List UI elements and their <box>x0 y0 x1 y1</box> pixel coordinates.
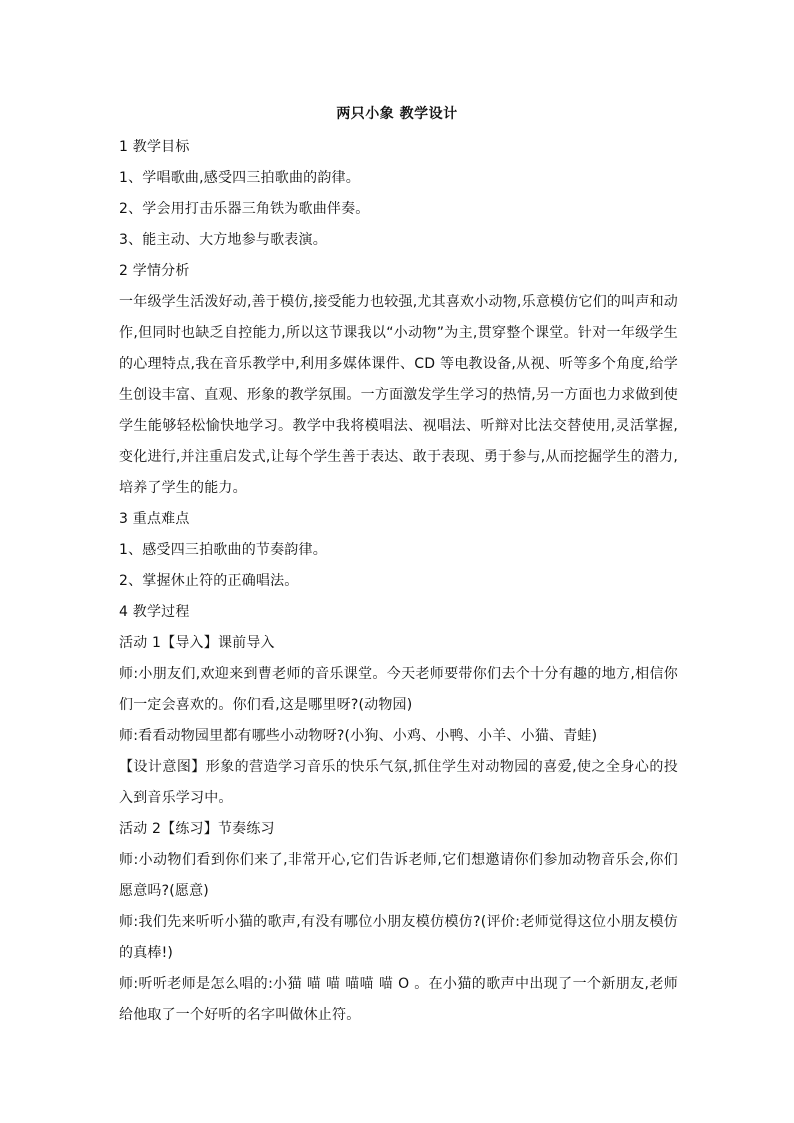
key-point-item-2: 2、掌握休止符的正确唱法。 <box>119 573 299 589</box>
activity-2-heading: 活动 2【练习】节奏练习 <box>119 821 275 837</box>
teacher-line-rest-note: 师:听听老师是怎么唱的:小猫 喵 喵 喵喵 喵 O 。在小猫的歌声中出现了一个新朋友,老师给他取了一个好听的名字叫做休止符。 <box>119 976 678 1023</box>
goal-item-2: 2、学会用打击乐器三角铁为歌曲伴奏。 <box>119 201 370 217</box>
goal-item-3: 3、能主动、大方地参与歌表演。 <box>119 232 327 248</box>
heading-teaching-goals: 1 教学目标 <box>119 139 190 155</box>
teacher-line-invitation: 师:小动物们看到你们来了,非常开心,它们告诉老师,它们想邀请你们参加动物音乐会,你们愿意吗?(愿意) <box>119 852 678 899</box>
goal-item-1: 1、学唱歌曲,感受四三拍歌曲的韵律。 <box>119 170 360 186</box>
student-analysis-paragraph: 一年级学生活泼好动,善于模仿,接受能力也较强,尤其喜欢小动物,乐意模仿它们的叫声和动作,但同时也缺乏自控能力,所以这节课我以“小动物”为主,贯穿整个课堂。针对一年级学生的心理特点,我在音乐教学中,利用多媒体课件、CD 等电教设备,从视、听等多个角度,给学生创设丰富、直观、形象的教学氛围。一方面激发学生学习的热情,另一方面也力求做到使学生能够轻松愉快地学习。教学中我将模唱法、视唱法、听辩对比法交替使用,灵活掌握,变化进行,并注重启发式,让每个学生善于表达、敢于表现、勇于参与,从而挖掘学生的潜力,培养了学生的能力。 <box>119 294 678 496</box>
teacher-line-animals: 师:看看动物园里都有哪些小动物呀?(小狗、小鸡、小鸭、小羊、小猫、青蛙) <box>119 728 598 744</box>
document-title: 两只小象 教学设计 <box>336 106 458 122</box>
teacher-line-welcome: 师:小朋友们,欢迎来到曹老师的音乐课堂。今天老师要带你们去个十分有趣的地方,相信你们一定会喜欢的。你们看,这是哪里呀?(动物园) <box>119 666 678 713</box>
activity-1-heading: 活动 1【导入】课前导入 <box>119 635 275 651</box>
heading-key-points: 3 重点难点 <box>119 511 190 527</box>
design-intent-paragraph: 【设计意图】形象的营造学习音乐的快乐气氛,抓住学生对动物园的喜爱,使之全身心的投入到音乐学习中。 <box>119 759 678 806</box>
heading-teaching-process: 4 教学过程 <box>119 604 190 620</box>
document-body <box>119 132 678 1031</box>
key-point-item-1: 1、感受四三拍歌曲的节奏韵律。 <box>119 542 327 558</box>
heading-student-analysis: 2 学情分析 <box>119 263 190 279</box>
teacher-line-cat-song: 师:我们先来听听小猫的歌声,有没有哪位小朋友模仿模仿?(评价:老师觉得这位小朋友模仿的真棒!) <box>119 914 678 961</box>
